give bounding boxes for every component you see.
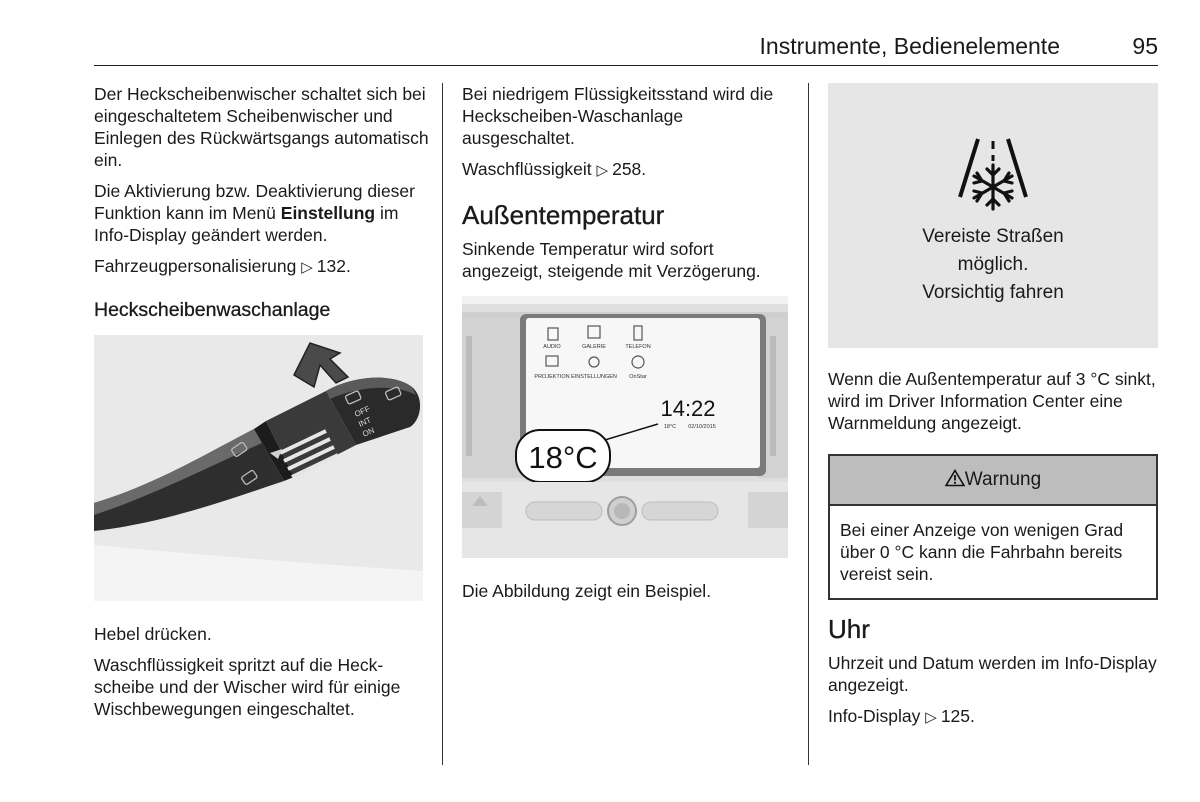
lever-label-on: ON (361, 425, 376, 439)
paragraph: Waschflüssigkeit spritzt auf die Heckscheibe und der Wischer wird für einige Wischbewegungen eingeschaltet. (94, 655, 401, 719)
running-header: Instrumente, Bedienelemente (759, 33, 1060, 59)
column-middle (462, 83, 792, 611)
warning-box-header (830, 456, 1156, 506)
column-divider (808, 83, 809, 765)
app-label-telefon: TELEFON (625, 344, 651, 350)
warning-line: möglich. (957, 254, 1029, 275)
page-number: 95 (1132, 33, 1158, 59)
wiper-lever-illustration (94, 335, 423, 601)
menu-term: Einstellung (280, 203, 376, 223)
infotainment-display-illustration (462, 296, 788, 558)
column-divider (442, 83, 443, 765)
warning-box-body: Bei einer Anzeige von wenigen Grad über 0 °C kann die Fahrbahn bereits vereist sein. (840, 520, 1124, 584)
paragraph: Hebel drücken. (94, 624, 212, 644)
header-rule (94, 65, 1158, 66)
reference-arrow-icon: ▷ (596, 162, 609, 179)
page-reference: 125. (940, 706, 975, 726)
section-heading: Uhr (828, 614, 870, 644)
app-label-projektion: PROJEKTION (534, 374, 570, 380)
text: Waschflüssigkeit (462, 159, 592, 179)
driver-info-warning-display (828, 83, 1158, 348)
lever-label-off: OFF (353, 404, 372, 419)
small-temperature: 18°C (663, 424, 677, 430)
paragraph: Bei niedrigem Flüssigkeitsstand wird die Heckscheiben-Waschanlage ausgeschaltet. (462, 84, 774, 148)
subsection-heading: Heckscheibenwaschanlage (94, 299, 331, 321)
paragraph: Wenn die Außentemperatur auf 3 °C sinkt, wird im Driver Information Center eine Warnmeldung angezeigt. (828, 369, 1156, 433)
warning-line: Vereiste Straßen (922, 226, 1064, 247)
reference-arrow-icon: ▷ (925, 709, 937, 726)
warning-line: Vorsichtig fahren (922, 282, 1064, 303)
cross-reference (94, 255, 429, 279)
text: Fahrzeugpersonalisierung (94, 256, 297, 276)
warning-message (828, 223, 1158, 307)
paragraph (94, 180, 429, 246)
reference-arrow-icon: ▷ (301, 259, 313, 276)
figure-caption: Die Abbildung zeigt ein Beispiel. (462, 581, 712, 601)
date-display: 02/10/2015 (688, 424, 716, 430)
paragraph: Sinkende Temperatur wird sofort angezeigt, steigende mit Verzögerung. (462, 239, 761, 281)
clock-time: 14:22 (660, 396, 716, 421)
warning-box (828, 454, 1158, 600)
cross-reference (828, 705, 1158, 729)
app-label-audio: AUDIO (543, 344, 561, 350)
column-right (828, 83, 1158, 738)
callout-temperature: 18°C (528, 440, 598, 475)
app-label-galerie: GALERIE (582, 344, 606, 350)
column-left (94, 83, 429, 729)
app-label-onstar: OnStar (629, 374, 647, 380)
warning-title: Warnung (964, 469, 1042, 490)
app-label-einstellungen: EINSTELLUNGEN (571, 374, 617, 380)
page-reference: 258. (612, 159, 647, 179)
warning-triangle-icon (945, 469, 965, 487)
text: im Info-Display geändert werden. (94, 203, 399, 245)
page-reference: 132. (316, 256, 351, 276)
section-heading: Außentemperatur (462, 200, 665, 230)
text: Die Aktivierung bzw. Deaktivierung dieser Funktion kann im Menü (94, 181, 415, 223)
ice-road-warning-icon (958, 137, 1028, 213)
lever-label-int: INT (357, 415, 373, 429)
cross-reference (462, 158, 792, 182)
paragraph: Der Heckscheibenwischer schaltet sich bei eingeschaltetem Scheibenwischer und Einlegen des Rückwärtsgangs automatisch ein. (94, 84, 429, 170)
text: Info-Display (828, 706, 921, 726)
paragraph: Uhrzeit und Datum werden im Info-Display angezeigt. (828, 653, 1157, 695)
